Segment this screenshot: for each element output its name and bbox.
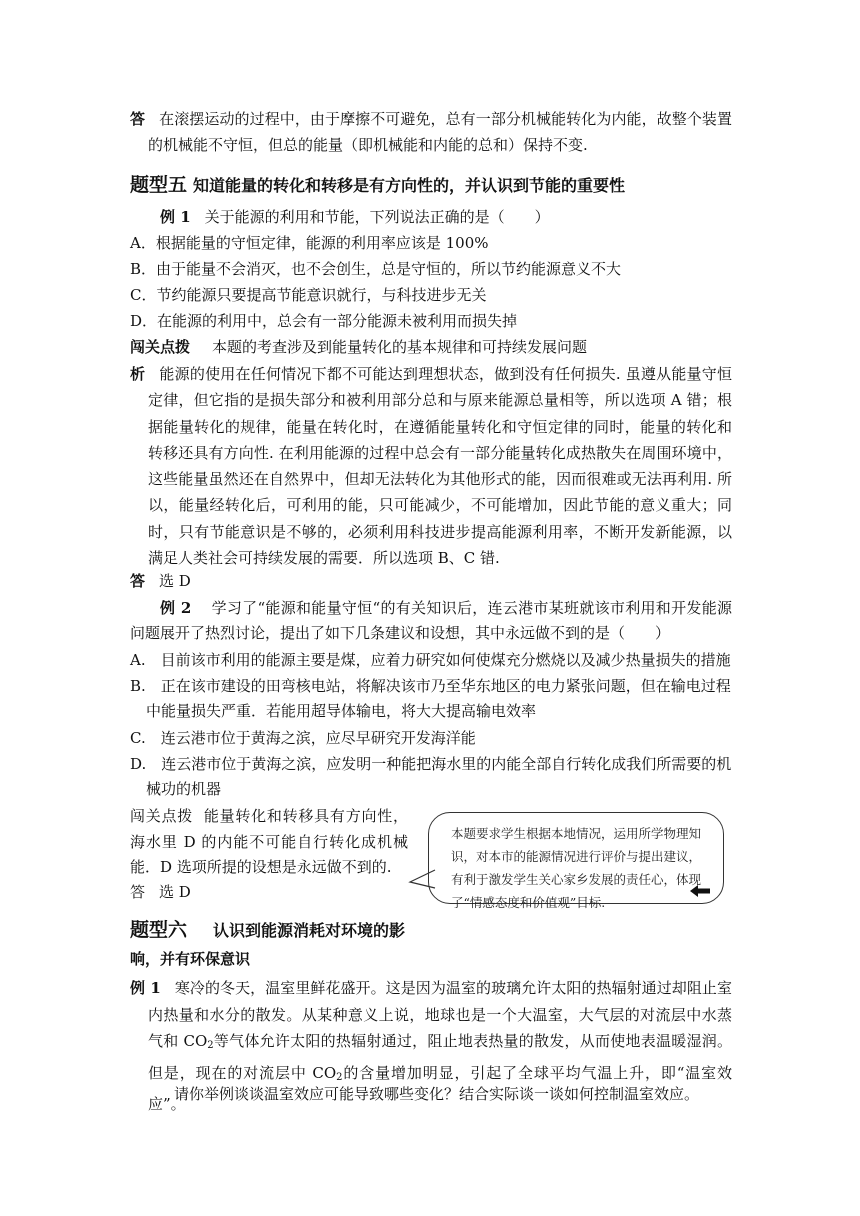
section-heading-6 <box>130 915 732 942</box>
example-2-tip <box>130 804 408 881</box>
tip-label: 闯关点拨 <box>130 807 194 825</box>
question-text: 关于能源的利用和节能，下列说法正确的是（ ） <box>204 208 550 226</box>
option-b: B. 正在该市建设的田弯核电站，将解决该市乃至华东地区的电力紧张问题，但在输电过程中能量损失严重．若能用超导体输电，将大大提高输电效率 <box>130 677 731 720</box>
option-d: D．在能源的利用中，总会有一部分能源未被利用而损失掉 <box>130 312 518 330</box>
option-d: D. 连云港市位于黄海之滨，应发明一种能把海水里的内能全部自行转化成我们所需要的机械功的机器 <box>130 755 732 798</box>
section-title: 知道能量的转化和转移是有方向性的，并认识到节能的重要性 <box>193 176 626 195</box>
left-arrow-icon <box>690 884 710 898</box>
answer-text: 选 D <box>159 883 191 901</box>
answer-text: 选 D <box>159 572 191 590</box>
callout-note: 本题要求学生根据本地情况，运用所学物理知识，对本市的能源情况进行评价与提出建议，有利于激发学生关心家乡发展的责任心，体现了“情感态度和价值观”目标. <box>428 812 724 904</box>
example-2-question <box>130 596 732 646</box>
answer-label: 答 <box>130 572 146 590</box>
answer-text: 在滚摆运动的过程中，由于摩擦不可避免，总有一部分机械能转化为内能，故整个装置的机械能不守恒，但总的能量（即机械能和内能的总和）保持不变. <box>148 110 732 154</box>
example-label: 例 1 <box>130 979 161 997</box>
example-label: 例 2 <box>160 599 192 617</box>
question-text: 学习了“能源和能量守恒“的有关知识后，连云港市某班就该市利用和开发能源问题展开了热烈讨论，提出了如下几条建议和设想，其中永远做不到的是（ ） <box>130 599 732 642</box>
example-text-b: 等气体允许太阳的热辐射通过，阻止地表热量的散发，从而使地表温暖湿润。但是，现在的对流层中 CO <box>148 1032 732 1082</box>
option-c: C. 连云港市位于黄海之滨，应尽早研究开发海洋能 <box>130 729 476 747</box>
example-3-prompt: 请你举例谈谈温室效应可能导致哪些变化？结合实际谈一谈如何控制温室效应。 <box>174 1085 700 1103</box>
section-title-line-2: 响，并有环保意识 <box>130 950 251 968</box>
option-b: B．由于能量不会消灭，也不会创生，总是守恒的，所以节约能源意义不大 <box>130 260 622 278</box>
subscript-2: 2 <box>336 1071 343 1083</box>
option-a: A．根据能量的守恒定律，能源的利用率应该是 100% <box>130 234 489 252</box>
example-text-c: 的含量增加明显，引起了全球平均气温上升，即“温室效应”。 <box>148 1063 732 1114</box>
section-heading-5 <box>130 170 732 197</box>
example-2-answer <box>130 880 408 905</box>
analysis-paragraph <box>130 361 732 571</box>
example-1-question <box>130 205 732 230</box>
subscript-2: 2 <box>207 1040 214 1052</box>
answer-paragraph <box>130 106 732 158</box>
section-label: 题型五 <box>130 174 188 196</box>
tip-label: 闯关点拨 <box>130 338 191 356</box>
example-1-answer <box>130 569 732 594</box>
analysis-label: 析 <box>130 365 146 383</box>
section-title-line-1: 认识到能源消耗对环境的影 <box>213 921 406 940</box>
tip-text: 能量转化和转移具有方向性，海水里 D 的内能不可能自行转化成机械能．D 选项所提的设想是永远做不到的. <box>130 807 408 876</box>
section-label: 题型六 <box>130 919 188 941</box>
option-a: A. 目前该市利用的能源主要是煤，应着力研究如何使煤充分燃烧以及减少热量损失的措施 <box>130 651 731 669</box>
tip-text: 本题的考查涉及到能量转化的基本规律和可持续发展问题 <box>212 338 588 356</box>
analysis-text: 能源的使用在任何情况下都不可能达到理想状态，做到没有任何损失. 虽遵从能量守恒定律，但它指的是损失部分和被利用部分总和与原来能源总量相等，所以选项 A 错；根据能量转化的规律，能量在转化时，在遵循能量转化和守恒定律的同时，能量的转化和转移还具有方向性. 在利用能源的过程中总会有一部分能量转化成热散失在周围环境中，这些能量虽然还在自然界中，但却无法转化为其他形式的能，因而很难或无法再利用. 所以，能量经转化后，可利用的能，只可能减少，不可能增加，因此节能的意义重大；同时，只有节能意识是不够的，必须利用科技进步提高能源利用率，不断开发新能源，以满足人类社会可持续发展的需要．所以选项 B、C 错. <box>148 365 732 568</box>
option-c: C．节约能源只要提高节能意识就行，与科技进步无关 <box>130 286 487 304</box>
example-label: 例 1 <box>160 208 191 226</box>
tip-paragraph <box>130 335 732 360</box>
answer-label: 答 <box>130 883 146 901</box>
answer-label: 答 <box>130 110 146 128</box>
example-text-a: 寒冷的冬天，温室里鲜花盛开。这是因为温室的玻璃允许太阳的热辐射通过却阻止室内热量和水分的散发。从某种意义上说，地球也是一个大温室，大气层的对流层中水蒸气和 CO <box>148 979 732 1051</box>
